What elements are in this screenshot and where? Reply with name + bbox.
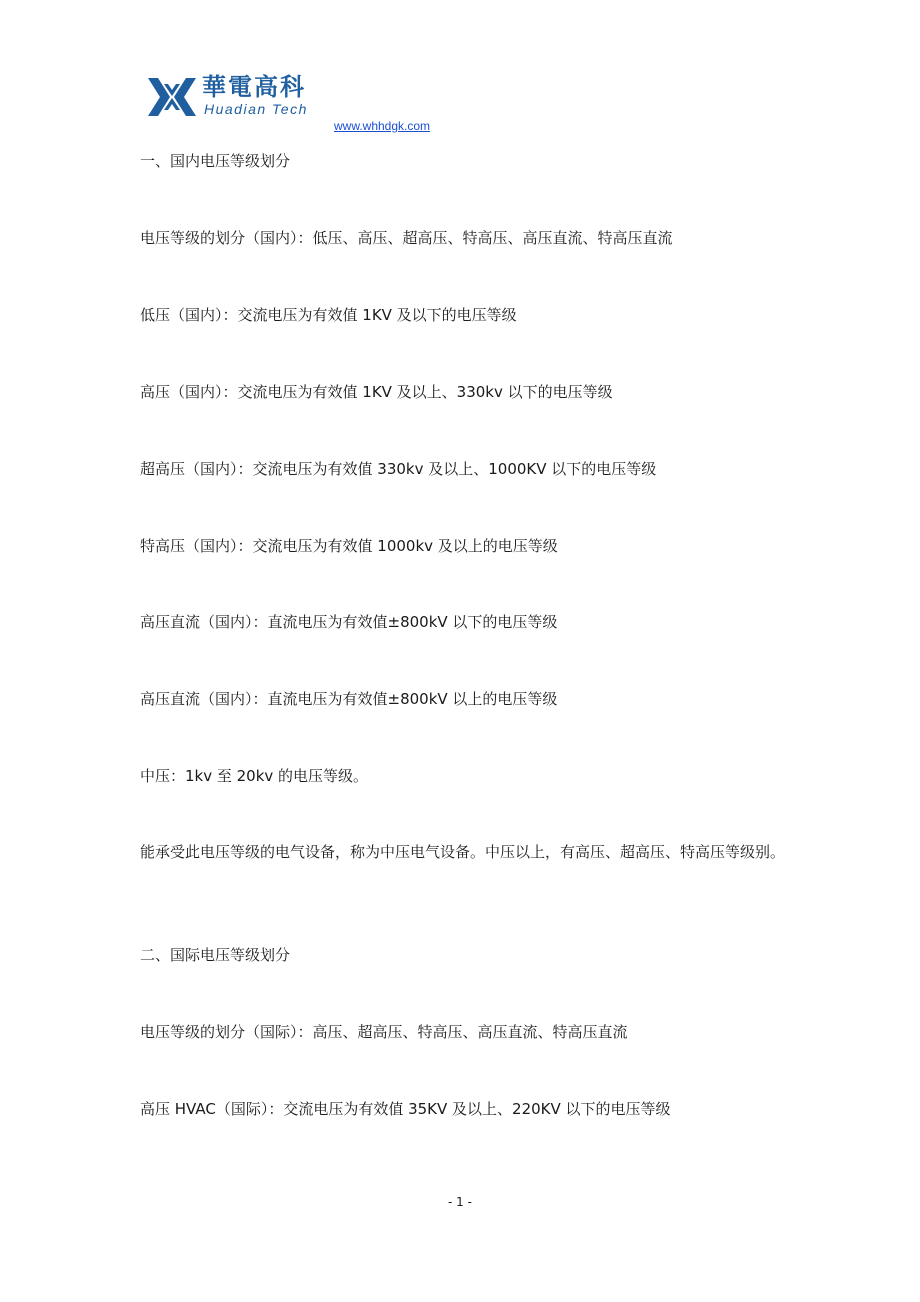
logo-english-text: Huadian Tech bbox=[204, 101, 308, 117]
logo-chinese-text: 華電高科 bbox=[202, 72, 306, 101]
paragraph-domestic-levels: 电压等级的划分（国内）：低压、高压、超高压、特高压、高压直流、特高压直流 bbox=[140, 229, 673, 247]
paragraph-domestic-hvdc-below: 高压直流（国内）：直流电压为有效值±800kV 以下的电压等级 bbox=[140, 613, 558, 631]
paragraph-international-hvac: 高压 HVAC（国际）：交流电压为有效值 35KV 及以上、220KV 以下的电压等级 bbox=[140, 1100, 671, 1118]
paragraph-domestic-ultra-high-voltage: 特高压（国内）：交流电压为有效值 1000kv 及以上的电压等级 bbox=[140, 537, 558, 555]
page-number: - 1 - bbox=[448, 1195, 472, 1209]
company-logo bbox=[146, 74, 322, 120]
section-title-international: 二、国际电压等级划分 bbox=[140, 946, 291, 964]
paragraph-medium-voltage-equipment: 能承受此电压等级的电气设备，称为中压电气设备。中压以上，有高压、超高压、特高压等级别。 bbox=[140, 843, 786, 861]
section-title-domestic: 一、国内电压等级划分 bbox=[140, 152, 291, 170]
paragraph-domestic-high-voltage: 高压（国内）：交流电压为有效值 1KV 及以上、330kv 以下的电压等级 bbox=[140, 383, 613, 401]
paragraph-domestic-low-voltage: 低压（国内）：交流电压为有效值 1KV 及以下的电压等级 bbox=[140, 306, 517, 324]
paragraph-medium-voltage: 中压：1kv 至 20kv 的电压等级。 bbox=[140, 767, 369, 785]
logo-mark-icon bbox=[146, 76, 198, 118]
paragraph-international-levels: 电压等级的划分（国际）：高压、超高压、特高压、高压直流、特高压直流 bbox=[140, 1023, 628, 1041]
website-link[interactable]: www.whhdgk.com bbox=[334, 119, 431, 133]
paragraph-domestic-hvdc-above: 高压直流（国内）：直流电压为有效值±800kV 以上的电压等级 bbox=[140, 690, 558, 708]
paragraph-domestic-extra-high-voltage: 超高压（国内）：交流电压为有效值 330kv 及以上、1000KV 以下的电压等级 bbox=[140, 460, 657, 478]
